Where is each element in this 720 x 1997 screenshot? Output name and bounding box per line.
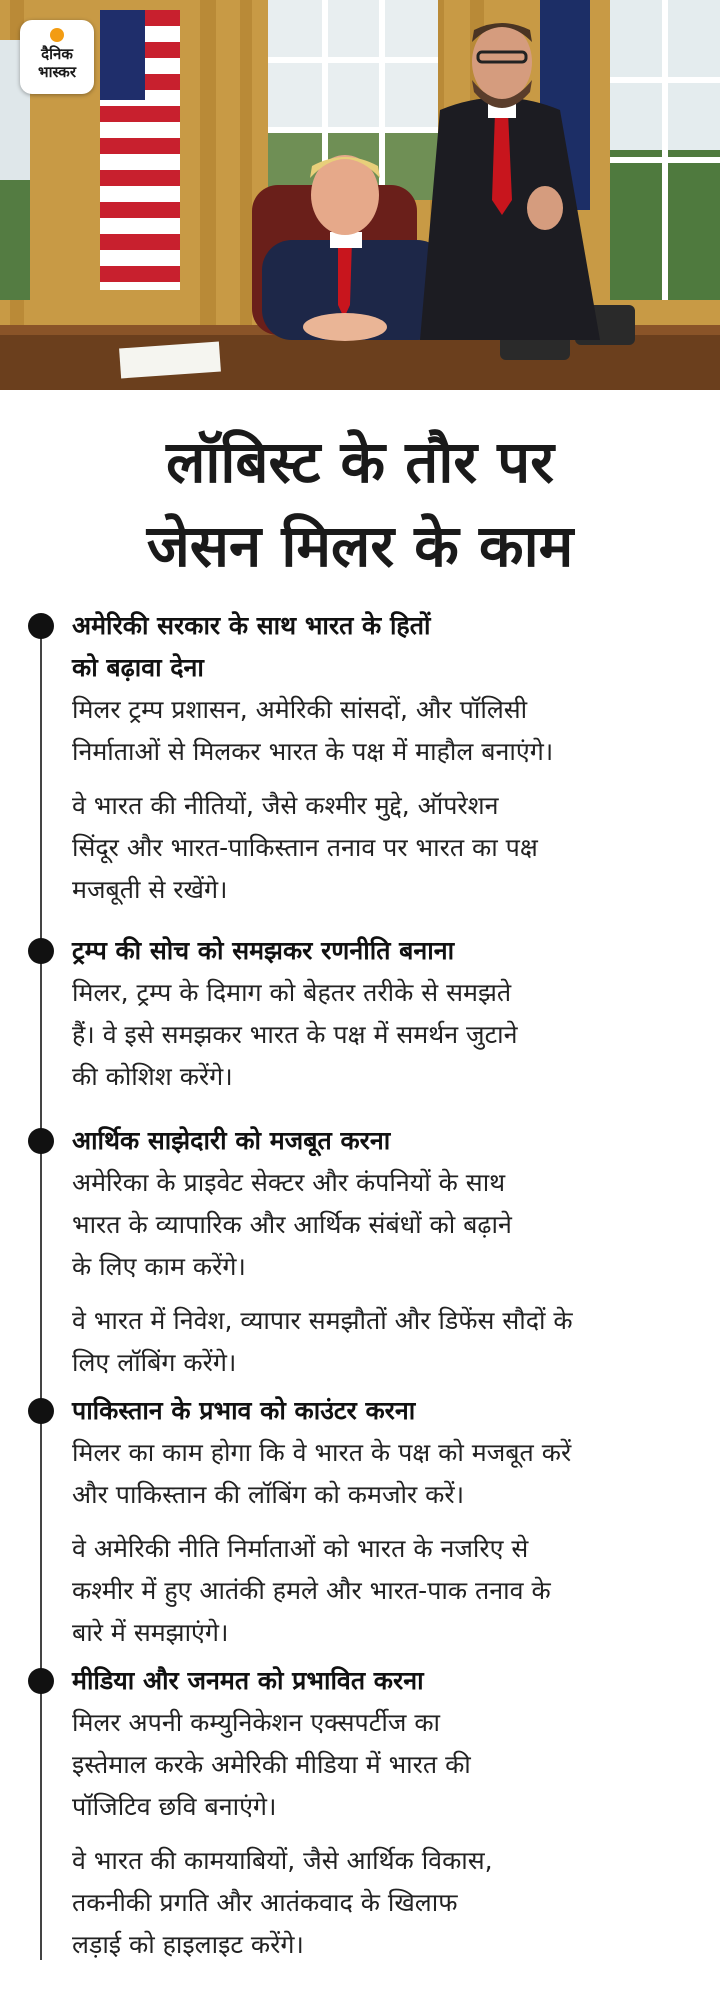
title-line-1: लॉबिस्ट के तौर पर bbox=[166, 428, 554, 496]
page-title bbox=[0, 420, 720, 588]
logo-sun-icon bbox=[50, 28, 64, 42]
section-paragraph: मिलर ट्रम्प प्रशासन, अमेरिकी सांसदों, और पॉलिसी निर्माताओं से मिलकर भारत के पक्ष में माहौल बनाएंगे। bbox=[72, 695, 554, 766]
bullet-icon bbox=[28, 1398, 54, 1424]
bullet-icon bbox=[28, 1128, 54, 1154]
section-title: पाकिस्तान के प्रभाव को काउंटर करना bbox=[72, 1396, 416, 1425]
section-paragraph: मिलर का काम होगा कि वे भारत के पक्ष को मजबूत करें और पाकिस्तान की लॉबिंग को कमजोर करें। bbox=[72, 1438, 572, 1509]
bullet-icon bbox=[28, 938, 54, 964]
header-photo bbox=[0, 0, 720, 390]
logo-line-1: दैनिक bbox=[41, 45, 73, 63]
bullet-icon bbox=[28, 1668, 54, 1694]
logo-line-2: भास्कर bbox=[38, 63, 76, 81]
bullet-icon bbox=[28, 613, 54, 639]
timeline-line bbox=[40, 615, 42, 1960]
title-line-2: जेसन मिलर के काम bbox=[146, 512, 574, 580]
section-title: मीडिया और जनमत को प्रभावित करना bbox=[72, 1666, 424, 1695]
section-paragraph: वे भारत की नीतियों, जैसे कश्मीर मुद्दे, ऑपरेशन सिंदूर और भारत-पाकिस्तान तनाव पर भारत का पक्ष मजबूती से रखेंगे। bbox=[72, 791, 538, 904]
section-title: ट्रम्प की सोच को समझकर रणनीति बनाना bbox=[72, 936, 455, 965]
section-title: अमेरिकी सरकार के साथ भारत के हितों को बढ़ावा देना bbox=[72, 611, 431, 682]
dainik-bhaskar-logo bbox=[20, 20, 94, 94]
section-paragraph: अमेरिका के प्राइवेट सेक्टर और कंपनियों के साथ भारत के व्यापारिक और आर्थिक संबंधों को बढ़ाने के लिए काम करेंगे। bbox=[72, 1168, 512, 1281]
section-paragraph: वे भारत की कामयाबियों, जैसे आर्थिक विकास, तकनीकी प्रगति और आतंकवाद के खिलाफ लड़ाई को हाइलाइट करेंगे। bbox=[72, 1846, 493, 1959]
section-title: आर्थिक साझेदारी को मजबूत करना bbox=[72, 1126, 391, 1155]
photo-illustration bbox=[0, 0, 720, 390]
section-paragraph: मिलर अपनी कम्युनिकेशन एक्सपर्टीज का इस्तेमाल करके अमेरिकी मीडिया में भारत की पॉजिटिव छवि बनाएंगे। bbox=[72, 1708, 471, 1821]
section-paragraph: वे अमेरिकी नीति निर्माताओं को भारत के नजरिए से कश्मीर में हुए आतंकी हमले और भारत-पाक तनाव के बारे में समझाएंगे। bbox=[72, 1534, 551, 1647]
section-paragraph: मिलर, ट्रम्प के दिमाग को बेहतर तरीके से समझते हैं। वे इसे समझकर भारत के पक्ष में समर्थन जुटाने की कोशिश करेंगे। bbox=[72, 978, 518, 1091]
section-paragraph: वे भारत में निवेश, व्यापार समझौतों और डिफेंस सौदों के लिए लॉबिंग करेंगे। bbox=[72, 1306, 573, 1377]
